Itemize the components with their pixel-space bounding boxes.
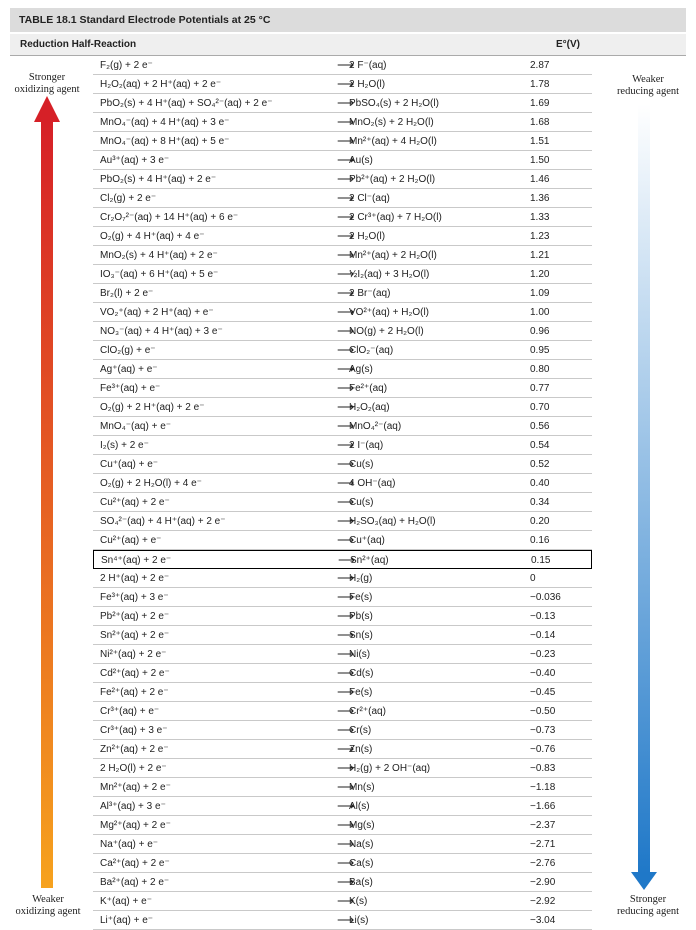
potential-column-header: E°(V)	[556, 39, 580, 50]
reactants-cell: NO₃⁻(aq) + 4 H⁺(aq) + 3 e⁻	[100, 326, 223, 337]
reaction-arrow-icon: ⟶	[337, 229, 355, 243]
table-row	[93, 569, 592, 588]
reaction-arrow-icon: ⟶	[337, 286, 355, 300]
products-cell: Ca(s)	[349, 858, 374, 869]
reactants-cell: I₂(s) + 2 e⁻	[100, 440, 149, 451]
reaction-arrow-icon: ⟶	[337, 837, 355, 851]
reactants-cell: PbO₂(s) + 4 H⁺(aq) + 2 e⁻	[100, 174, 217, 185]
reactants-cell: MnO₄⁻(aq) + 8 H⁺(aq) + 5 e⁻	[100, 136, 230, 147]
potential-cell: −2.76	[530, 858, 556, 869]
potential-cell: 2.87	[530, 60, 550, 71]
products-cell: 2 I⁻(aq)	[349, 440, 384, 451]
products-cell: 2 H₂O(l)	[349, 79, 386, 90]
potential-cell: 1.51	[530, 136, 550, 147]
reaction-arrow-icon: ⟶	[337, 913, 355, 927]
potential-cell: 1.09	[530, 288, 550, 299]
reactants-cell: Fe³⁺(aq) + 3 e⁻	[100, 592, 169, 603]
table-row	[93, 56, 592, 75]
reaction-arrow-icon: ⟶	[337, 685, 355, 699]
potential-cell: 1.78	[530, 79, 550, 90]
potential-cell: −0.40	[530, 668, 556, 679]
products-cell: PbSO₄(s) + 2 H₂O(l)	[349, 98, 439, 109]
reactants-cell: K⁺(aq) + e⁻	[100, 896, 152, 907]
potential-cell: 0.54	[530, 440, 550, 451]
products-cell: Zn(s)	[349, 744, 373, 755]
reaction-arrow-icon: ⟶	[337, 248, 355, 262]
reaction-arrow-icon: ⟶	[337, 647, 355, 661]
reaction-arrow-icon: ⟶	[337, 438, 355, 452]
potential-cell: −1.18	[530, 782, 556, 793]
table-row	[93, 607, 592, 626]
reaction-arrow-icon: ⟶	[337, 210, 355, 224]
potential-cell: 0.34	[530, 497, 550, 508]
potential-cell: −0.45	[530, 687, 556, 698]
products-cell: 2 Cr³⁺(aq) + 7 H₂O(l)	[349, 212, 442, 223]
table-row	[93, 873, 592, 892]
potential-cell: 1.50	[530, 155, 550, 166]
reaction-arrow-icon: ⟶	[337, 58, 355, 72]
reaction-arrow-icon: ⟶	[337, 533, 355, 547]
reaction-arrow-icon: ⟶	[337, 856, 355, 870]
products-cell: Li(s)	[349, 915, 369, 926]
products-cell: K(s)	[349, 896, 368, 907]
products-cell: Ag(s)	[349, 364, 373, 375]
table-row	[93, 626, 592, 645]
table-row	[93, 664, 592, 683]
potential-cell: 1.23	[530, 231, 550, 242]
reaction-arrow-icon: ⟶	[337, 875, 355, 889]
table-row	[93, 75, 592, 94]
products-cell: Cr(s)	[349, 725, 372, 736]
reaction-arrow-icon: ⟶	[337, 77, 355, 91]
table-row	[93, 417, 592, 436]
reaction-arrow-icon: ⟶	[337, 894, 355, 908]
products-cell: VO²⁺(aq) + H₂O(l)	[349, 307, 429, 318]
table-row	[93, 474, 592, 493]
reactants-cell: ClO₂(g) + e⁻	[100, 345, 156, 356]
oxidizing-arrow-shaft	[41, 120, 53, 888]
potential-cell: 0.20	[530, 516, 550, 527]
products-cell: Ba(s)	[349, 877, 373, 888]
reactants-cell: Cr₂O₇²⁻(aq) + 14 H⁺(aq) + 6 e⁻	[100, 212, 239, 223]
reactants-cell: MnO₄⁻(aq) + e⁻	[100, 421, 172, 432]
table-row	[93, 493, 592, 512]
reaction-arrow-icon: ⟶	[337, 305, 355, 319]
reactants-cell: Ba²⁺(aq) + 2 e⁻	[100, 877, 170, 888]
reactants-cell: PbO₂(s) + 4 H⁺(aq) + SO₄²⁻(aq) + 2 e⁻	[100, 98, 273, 109]
table-row	[93, 835, 592, 854]
reactants-cell: Cr³⁺(aq) + e⁻	[100, 706, 160, 717]
reactants-cell: Ag⁺(aq) + e⁻	[100, 364, 158, 375]
table-row	[93, 113, 592, 132]
reaction-arrow-icon: ⟶	[337, 191, 355, 205]
potential-cell: 1.68	[530, 117, 550, 128]
reactants-cell: Ni²⁺(aq) + 2 e⁻	[100, 649, 167, 660]
reactants-cell: MnO₄⁻(aq) + 4 H⁺(aq) + 3 e⁻	[100, 117, 230, 128]
reaction-arrow-icon: ⟶	[337, 153, 355, 167]
potential-cell: 0.16	[530, 535, 550, 546]
table-row	[93, 208, 592, 227]
reactants-cell: IO₃⁻(aq) + 6 H⁺(aq) + 5 e⁻	[100, 269, 219, 280]
table-row	[93, 284, 592, 303]
reaction-arrow-icon: ⟶	[337, 400, 355, 414]
products-cell: Pb²⁺(aq) + 2 H₂O(l)	[349, 174, 436, 185]
reactants-cell: Zn²⁺(aq) + 2 e⁻	[100, 744, 169, 755]
table-row	[93, 702, 592, 721]
reactants-cell: O₂(g) + 2 H₂O(l) + 4 e⁻	[100, 478, 202, 489]
potential-cell: −0.13	[530, 611, 556, 622]
products-cell: Pb(s)	[349, 611, 373, 622]
reactants-cell: Li⁺(aq) + e⁻	[100, 915, 154, 926]
reaction-column-header: Reduction Half-Reaction	[20, 39, 137, 50]
potential-cell: 0.40	[530, 478, 550, 489]
reactants-cell: Cl₂(g) + 2 e⁻	[100, 193, 157, 204]
reaction-arrow-icon: ⟶	[337, 628, 355, 642]
stronger-oxidizing-agent-text: Stronger oxidizing agent	[14, 72, 80, 95]
potential-cell: 1.46	[530, 174, 550, 185]
reaction-arrow-icon: ⟶	[337, 381, 355, 395]
table-row	[93, 892, 592, 911]
reactants-cell: 2 H₂O(l) + 2 e⁻	[100, 763, 167, 774]
products-cell: H₂(g) + 2 OH⁻(aq)	[349, 763, 431, 774]
reaction-arrow-icon: ⟶	[337, 514, 355, 528]
reactants-cell: Cu⁺(aq) + e⁻	[100, 459, 159, 470]
table-row	[93, 797, 592, 816]
reducing-arrow-head-icon	[631, 872, 657, 890]
potential-cell: 0.95	[530, 345, 550, 356]
table-row	[93, 721, 592, 740]
reaction-arrow-icon: ⟶	[337, 115, 355, 129]
products-cell: Mn²⁺(aq) + 4 H₂O(l)	[349, 136, 437, 147]
table-row	[93, 854, 592, 873]
table-row	[93, 683, 592, 702]
reactants-cell: Mg²⁺(aq) + 2 e⁻	[100, 820, 171, 831]
products-cell: Mg(s)	[349, 820, 375, 831]
products-cell: H₂(g)	[349, 573, 373, 584]
table-row	[93, 436, 592, 455]
potential-cell: 1.21	[530, 250, 550, 261]
table-row	[93, 512, 592, 531]
potential-cell: −2.90	[530, 877, 556, 888]
potential-cell: −0.76	[530, 744, 556, 755]
reactants-cell: Sn⁴⁺(aq) + 2 e⁻	[101, 555, 172, 566]
reactants-cell: F₂(g) + 2 e⁻	[100, 60, 153, 71]
stronger-oxidizing-agent-label	[4, 72, 90, 96]
products-cell: ClO₂⁻(aq)	[349, 345, 394, 356]
table-row	[93, 398, 592, 417]
table-row	[93, 303, 592, 322]
table-row	[93, 816, 592, 835]
reactants-cell: Au³⁺(aq) + 3 e⁻	[100, 155, 170, 166]
table-row	[93, 778, 592, 797]
reaction-arrow-icon: ⟶	[337, 666, 355, 680]
table-row	[93, 341, 592, 360]
table-row	[93, 246, 592, 265]
products-cell: Mn²⁺(aq) + 2 H₂O(l)	[349, 250, 437, 261]
reaction-arrow-icon: ⟶	[337, 590, 355, 604]
table-row	[93, 588, 592, 607]
reactants-cell: 2 H⁺(aq) + 2 e⁻	[100, 573, 170, 584]
stronger-reducing-agent-text: Stronger reducing agent	[616, 894, 680, 917]
potential-cell: −0.14	[530, 630, 556, 641]
potential-cell: −2.37	[530, 820, 556, 831]
reactants-cell: Cu²⁺(aq) + 2 e⁻	[100, 497, 170, 508]
table-row	[93, 94, 592, 113]
products-cell: NO(g) + 2 H₂O(l)	[349, 326, 424, 337]
potential-cell: 1.00	[530, 307, 550, 318]
reaction-arrow-icon: ⟶	[337, 818, 355, 832]
reactants-cell: Br₂(l) + 2 e⁻	[100, 288, 154, 299]
reaction-arrow-icon: ⟶	[337, 799, 355, 813]
products-cell: Cu(s)	[349, 497, 374, 508]
reaction-arrow-icon: ⟶	[337, 704, 355, 718]
reaction-arrow-icon: ⟶	[337, 761, 355, 775]
products-cell: Sn(s)	[349, 630, 373, 641]
reaction-arrow-icon: ⟶	[337, 457, 355, 471]
reference-row-standard-hydrogen	[93, 550, 592, 569]
reactants-cell: Cd²⁺(aq) + 2 e⁻	[100, 668, 170, 679]
reaction-arrow-icon: ⟶	[337, 267, 355, 281]
products-cell: 2 Br⁻(aq)	[349, 288, 391, 299]
stronger-reducing-agent-label	[604, 894, 692, 918]
table-row	[93, 455, 592, 474]
weaker-reducing-agent-text: Weaker reducing agent	[616, 74, 680, 97]
potential-cell: 1.33	[530, 212, 550, 223]
table-row	[93, 227, 592, 246]
reaction-arrow-icon: ⟶	[337, 476, 355, 490]
table-title-text: TABLE 18.1 Standard Electrode Potentials at 25 °C	[19, 14, 271, 26]
reactants-cell: VO₂⁺(aq) + 2 H⁺(aq) + e⁻	[100, 307, 214, 318]
table-row	[93, 911, 592, 930]
reaction-arrow-icon: ⟶	[337, 96, 355, 110]
products-cell: Cu⁺(aq)	[349, 535, 385, 546]
reactants-cell: H₂O₂(aq) + 2 H⁺(aq) + 2 e⁻	[100, 79, 222, 90]
table-row	[93, 531, 592, 550]
potential-cell: 0.15	[531, 555, 551, 566]
table-row	[93, 265, 592, 284]
reaction-arrow-icon: ⟶	[337, 780, 355, 794]
products-cell: Al(s)	[349, 801, 370, 812]
products-cell: H₂O₂(aq)	[349, 402, 390, 413]
table-row	[93, 379, 592, 398]
table-row	[93, 322, 592, 341]
potential-cell: −1.66	[530, 801, 556, 812]
table-row	[93, 645, 592, 664]
products-cell: Cd(s)	[349, 668, 374, 679]
reaction-arrow-icon: ⟶	[337, 134, 355, 148]
reaction-arrow-icon: ⟶	[337, 742, 355, 756]
reactants-cell: Pb²⁺(aq) + 2 e⁻	[100, 611, 170, 622]
reaction-arrow-icon: ⟶	[337, 172, 355, 186]
reactants-cell: Cr³⁺(aq) + 3 e⁻	[100, 725, 168, 736]
products-cell: Au(s)	[349, 155, 373, 166]
products-cell: Fe(s)	[349, 592, 373, 603]
reaction-arrow-icon: ⟶	[337, 362, 355, 376]
reactants-cell: Sn²⁺(aq) + 2 e⁻	[100, 630, 170, 641]
table-row	[93, 151, 592, 170]
potential-cell: 0.96	[530, 326, 550, 337]
products-cell: Cr²⁺(aq)	[349, 706, 386, 717]
products-cell: Ni(s)	[349, 649, 371, 660]
products-cell: Fe(s)	[349, 687, 373, 698]
reactants-cell: Fe²⁺(aq) + 2 e⁻	[100, 687, 169, 698]
potential-cell: 0.80	[530, 364, 550, 375]
reaction-arrow-icon: ⟶	[337, 495, 355, 509]
reaction-arrow-icon: ⟶	[337, 343, 355, 357]
products-cell: MnO₂(s) + 2 H₂O(l)	[349, 117, 434, 128]
potential-cell: −3.04	[530, 915, 556, 926]
potential-cell: 0	[530, 573, 536, 584]
products-cell: Na(s)	[349, 839, 374, 850]
products-cell: 2 H₂O(l)	[349, 231, 386, 242]
potential-cell: −0.036	[530, 592, 561, 603]
table-row	[93, 132, 592, 151]
weaker-reducing-agent-label	[604, 74, 692, 98]
products-cell: Fe²⁺(aq)	[349, 383, 388, 394]
potential-cell: 1.20	[530, 269, 550, 280]
reaction-arrow-icon: ⟶	[337, 419, 355, 433]
potential-cell: −0.73	[530, 725, 556, 736]
potential-cell: 0.56	[530, 421, 550, 432]
potential-cell: −0.50	[530, 706, 556, 717]
products-cell: 2 F⁻(aq)	[349, 60, 387, 71]
potential-cell: −0.23	[530, 649, 556, 660]
products-cell: 2 Cl⁻(aq)	[349, 193, 390, 204]
reactants-cell: Na⁺(aq) + e⁻	[100, 839, 159, 850]
reactants-cell: O₂(g) + 4 H⁺(aq) + 4 e⁻	[100, 231, 205, 242]
reaction-arrow-icon: ⟶	[337, 609, 355, 623]
table-row	[93, 360, 592, 379]
potential-cell: 1.69	[530, 98, 550, 109]
reaction-arrow-icon: ⟶	[337, 723, 355, 737]
products-cell: MnO₄²⁻(aq)	[349, 421, 402, 432]
products-cell: ½I₂(aq) + 3 H₂O(l)	[349, 269, 430, 280]
potential-cell: 1.36	[530, 193, 550, 204]
products-cell: H₂SO₃(aq) + H₂O(l)	[349, 516, 436, 527]
reactants-cell: Ca²⁺(aq) + 2 e⁻	[100, 858, 170, 869]
products-cell: 4 OH⁻(aq)	[349, 478, 396, 489]
oxidizing-arrow-head-icon	[34, 96, 60, 122]
potential-cell: 0.77	[530, 383, 550, 394]
table-row	[93, 740, 592, 759]
weaker-oxidizing-agent-text: Weaker oxidizing agent	[15, 894, 81, 917]
products-cell: Sn²⁺(aq)	[350, 555, 389, 566]
reaction-arrow-icon: ⟶	[338, 553, 356, 567]
reaction-arrow-icon: ⟶	[337, 571, 355, 585]
potential-cell: −2.71	[530, 839, 556, 850]
reactants-cell: MnO₂(s) + 4 H⁺(aq) + 2 e⁻	[100, 250, 218, 261]
reactants-cell: Cu²⁺(aq) + e⁻	[100, 535, 162, 546]
reactants-cell: O₂(g) + 2 H⁺(aq) + 2 e⁻	[100, 402, 205, 413]
potential-cell: 0.52	[530, 459, 550, 470]
potential-cell: 0.70	[530, 402, 550, 413]
table-row	[93, 189, 592, 208]
products-cell: Cu(s)	[349, 459, 374, 470]
products-cell: Mn(s)	[349, 782, 375, 793]
potential-cell: −2.92	[530, 896, 556, 907]
potential-cell: −0.83	[530, 763, 556, 774]
reactants-cell: Fe³⁺(aq) + e⁻	[100, 383, 161, 394]
reactants-cell: Al³⁺(aq) + 3 e⁻	[100, 801, 166, 812]
reactants-cell: SO₄²⁻(aq) + 4 H⁺(aq) + 2 e⁻	[100, 516, 226, 527]
reaction-arrow-icon: ⟶	[337, 324, 355, 338]
table-row	[93, 170, 592, 189]
weaker-oxidizing-agent-label	[4, 894, 92, 918]
table-row	[93, 759, 592, 778]
reactants-cell: Mn²⁺(aq) + 2 e⁻	[100, 782, 171, 793]
reducing-arrow-shaft	[638, 104, 650, 874]
